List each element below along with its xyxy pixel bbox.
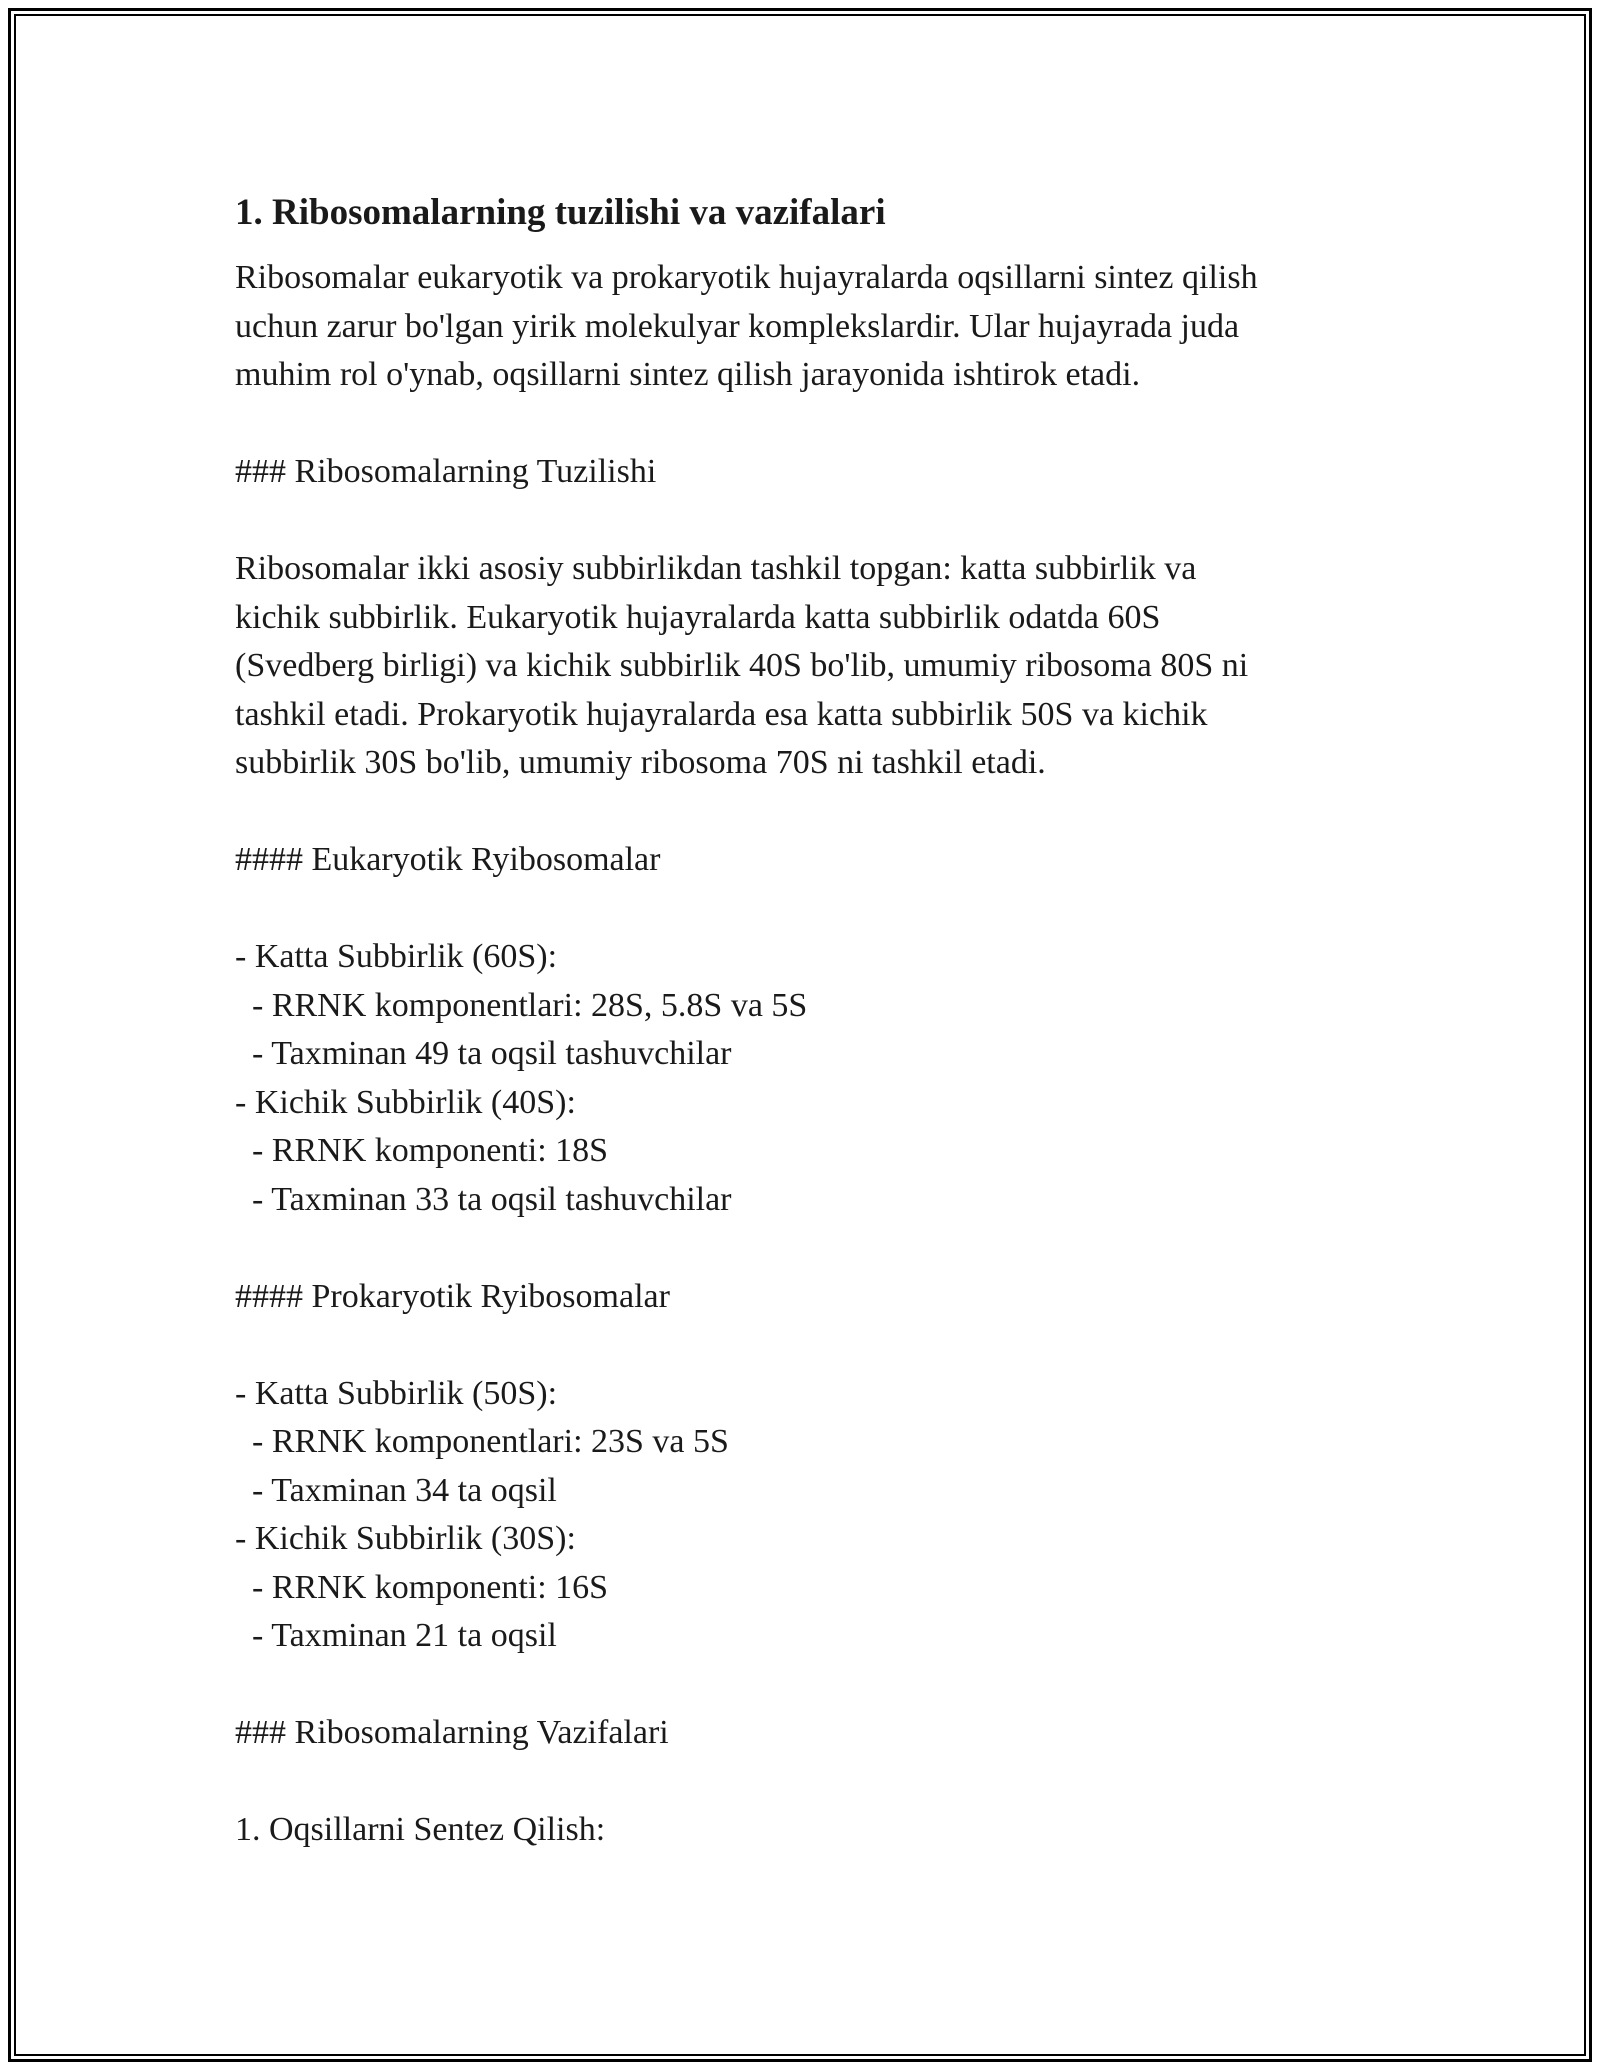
text-line: (Svedberg birligi) va kichik subbirlik 40S bo'lib, umumiy ribosoma 80S ni bbox=[235, 647, 1249, 684]
text-line: - Kichik Subbirlik (30S): bbox=[235, 1520, 576, 1557]
text-line: muhim rol o'ynab, oqsillarni sintez qilish jarayonida ishtirok etadi. bbox=[235, 356, 1141, 393]
text-line: - Taxminan 49 ta oqsil tashuvchilar bbox=[235, 1035, 732, 1072]
text-line: - RRNK komponentlari: 28S, 5.8S va 5S bbox=[235, 986, 808, 1024]
text-line: tashkil etadi. Prokaryotik hujayralarda esa katta subbirlik 50S va kichik bbox=[235, 695, 1208, 733]
text-line: - RRNK komponentlari: 23S va 5S bbox=[235, 1423, 729, 1460]
text-line bbox=[235, 1661, 1365, 1710]
text-line: - Taxminan 33 ta oqsil tashuvchilar bbox=[235, 1180, 732, 1218]
text-line: - Taxminan 34 ta oqsil bbox=[235, 1471, 557, 1509]
text-line: - Kichik Subbirlik (40S): bbox=[235, 1083, 576, 1121]
document-title: 1. Ribosomalarning tuzilishi va vazifalari bbox=[235, 192, 886, 233]
text-line: subbirlik 30S bo'lib, umumiy ribosoma 70S ni tashkil etadi. bbox=[235, 744, 1046, 781]
text-line bbox=[235, 1321, 1365, 1370]
text-line: kichik subbirlik. Eukaryotik hujayralarda katta subbirlik odatda 60S bbox=[235, 598, 1161, 636]
document-text bbox=[235, 254, 1365, 1855]
text-line: 1. Oqsillarni Sentez Qilish: bbox=[235, 1811, 606, 1848]
text-line: Ribosomalar eukaryotik va prokaryotik hujayralarda oqsillarni sintez qilish bbox=[235, 259, 1258, 296]
text-line bbox=[235, 788, 1365, 837]
text-line: #### Eukaryotik Ryibosomalar bbox=[235, 841, 661, 878]
text-line bbox=[235, 400, 1365, 449]
text-line: - Katta Subbirlik (50S): bbox=[235, 1374, 558, 1412]
text-line: ### Ribosomalarning Vazifalari bbox=[235, 1714, 669, 1751]
text-line bbox=[235, 885, 1365, 934]
text-line: #### Prokaryotik Ryibosomalar bbox=[235, 1277, 670, 1315]
text-line: - Taxminan 21 ta oqsil bbox=[235, 1617, 557, 1654]
text-line: - RRNK komponenti: 18S bbox=[235, 1132, 609, 1169]
text-line bbox=[235, 1758, 1365, 1807]
text-line bbox=[235, 497, 1365, 546]
text-line: - RRNK komponenti: 16S bbox=[235, 1568, 609, 1606]
text-line: - Katta Subbirlik (60S): bbox=[235, 938, 558, 975]
text-line bbox=[235, 1224, 1365, 1273]
text-line: Ribosomalar ikki asosiy subbirlikdan tashkil topgan: katta subbirlik va bbox=[235, 550, 1197, 587]
document-body bbox=[235, 188, 1365, 1855]
text-line: ### Ribosomalarning Tuzilishi bbox=[235, 453, 657, 490]
text-line: uchun zarur bo'lgan yirik molekulyar komplekslardir. Ular hujayrada juda bbox=[235, 307, 1240, 345]
